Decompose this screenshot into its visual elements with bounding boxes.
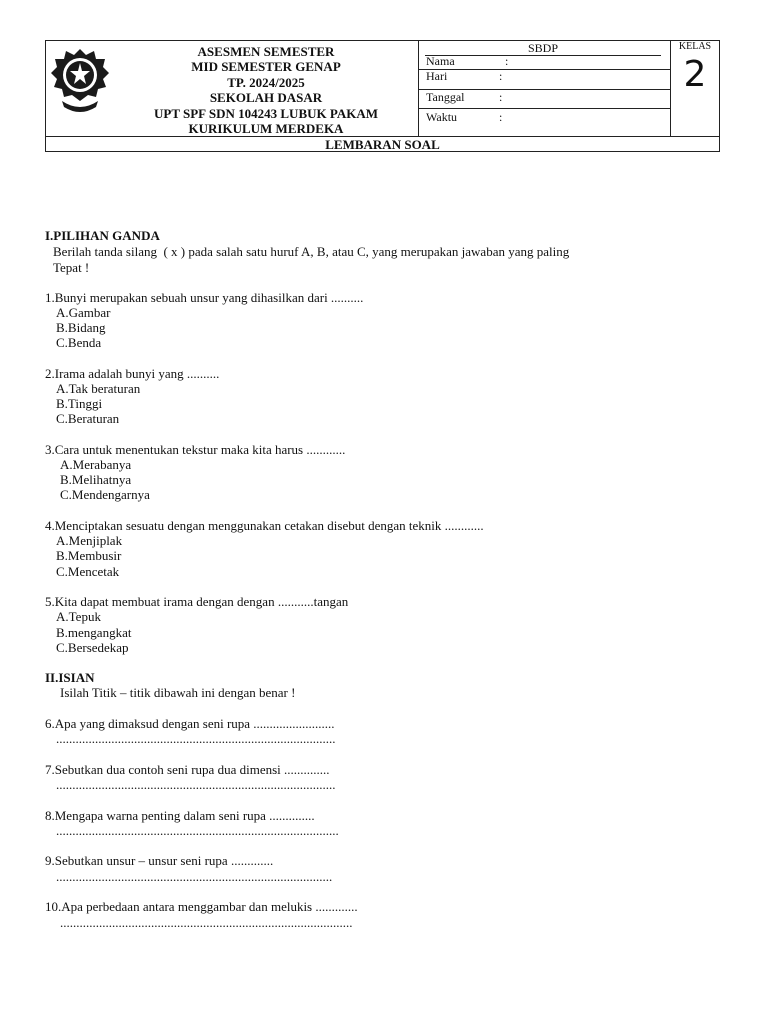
answer-option[interactable]: B.Tinggi — [56, 396, 103, 411]
answer-option[interactable]: B.Membusir — [56, 548, 122, 563]
answer-option[interactable]: C.Mendengarnya — [60, 487, 150, 502]
field-label: Hari — [426, 69, 448, 83]
question-text: 6.Apa yang dimaksud dengan seni rupa ......................... — [45, 716, 335, 731]
answer-line[interactable]: ..................................................................................... — [56, 869, 333, 884]
school-line: TP. 2024/2025 — [227, 74, 305, 90]
question-text: 1.Bunyi merupakan sebuah unsur yang dihasilkan dari .......... — [45, 290, 364, 305]
kelas-number: 2 — [683, 54, 707, 95]
question-text: 2.Irama adalah bunyi yang .......... — [45, 366, 220, 381]
answer-line[interactable]: .......................................................................................... — [60, 915, 353, 930]
tut-wuri-handayani-logo — [50, 45, 110, 117]
instruction-text: Berilah tanda silang ( x ) pada salah satu huruf A, B, atau C, yang merupakan jawaban yang paling — [53, 244, 570, 259]
answer-option[interactable]: B.Melihatnya — [60, 472, 132, 487]
student-info-box: SBDP Nama : Hari : Tanggal : Waktu : — [418, 41, 671, 137]
question-text: 4.Menciptakan sesuatu dengan menggunakan cetakan disebut dengan teknik ............ — [45, 518, 484, 533]
answer-line[interactable]: ...................................................................................... — [56, 777, 336, 792]
answer-option[interactable]: A.Gambar — [56, 305, 111, 320]
question-text: 10.Apa perbedaan antara menggambar dan melukis ............. — [45, 899, 358, 914]
answer-option[interactable]: A.Tepuk — [56, 609, 101, 624]
instruction-text: Isilah Titik – titik dibawah ini dengan benar ! — [60, 685, 296, 700]
question-text: 8.Mengapa warna penting dalam seni rupa .............. — [45, 808, 315, 823]
subject-label: SBDP — [425, 42, 661, 56]
answer-option[interactable]: B.Bidang — [56, 320, 106, 335]
school-line: MID SEMESTER GENAP — [191, 59, 341, 75]
school-line: ASESMEN SEMESTER — [197, 44, 335, 59]
instruction-text: Tepat ! — [53, 260, 90, 275]
answer-option[interactable]: A.Menjiplak — [56, 533, 123, 548]
answer-option[interactable]: C.Mencetak — [56, 564, 120, 579]
sheet-title: LEMBARAN SOAL — [46, 136, 719, 153]
field-label: Nama — [426, 54, 455, 68]
kelas-label: KELAS — [678, 41, 712, 52]
answer-option[interactable]: A.Tak beraturan — [56, 381, 141, 396]
field-label: Tanggal — [426, 90, 465, 104]
answer-option[interactable]: B.mengangkat — [56, 625, 132, 640]
question-text: 9.Sebutkan unsur – unsur seni rupa ............. — [45, 853, 274, 868]
answer-option[interactable]: A.Merabanya — [60, 457, 132, 472]
school-line: UPT SPF SDN 104243 LUBUK PAKAM — [153, 105, 378, 121]
exam-header — [45, 40, 720, 152]
question-text: 3.Cara untuk menentukan tekstur maka kita harus ............ — [45, 442, 346, 457]
section-title: II.ISIAN — [45, 670, 95, 685]
answer-option[interactable]: C.Beraturan — [56, 411, 120, 426]
kelas-box — [670, 41, 720, 137]
school-title-block — [116, 44, 416, 136]
question-text: 5.Kita dapat membuat irama dengan dengan ...........tangan — [45, 594, 349, 609]
answer-option[interactable]: C.Bersedekap — [56, 640, 129, 655]
section-title: I.PILIHAN GANDA — [45, 228, 160, 243]
answer-option[interactable]: C.Benda — [56, 335, 102, 350]
answer-line[interactable]: ...................................................................................... — [56, 731, 336, 746]
question-text: 7.Sebutkan dua contoh seni rupa dua dimensi .............. — [45, 762, 330, 777]
answer-line[interactable]: ....................................................................................... — [56, 823, 339, 838]
school-line: SEKOLAH DASAR — [209, 90, 323, 106]
field-label: Waktu — [426, 110, 458, 124]
school-line: KURIKULUM MERDEKA — [188, 121, 344, 137]
